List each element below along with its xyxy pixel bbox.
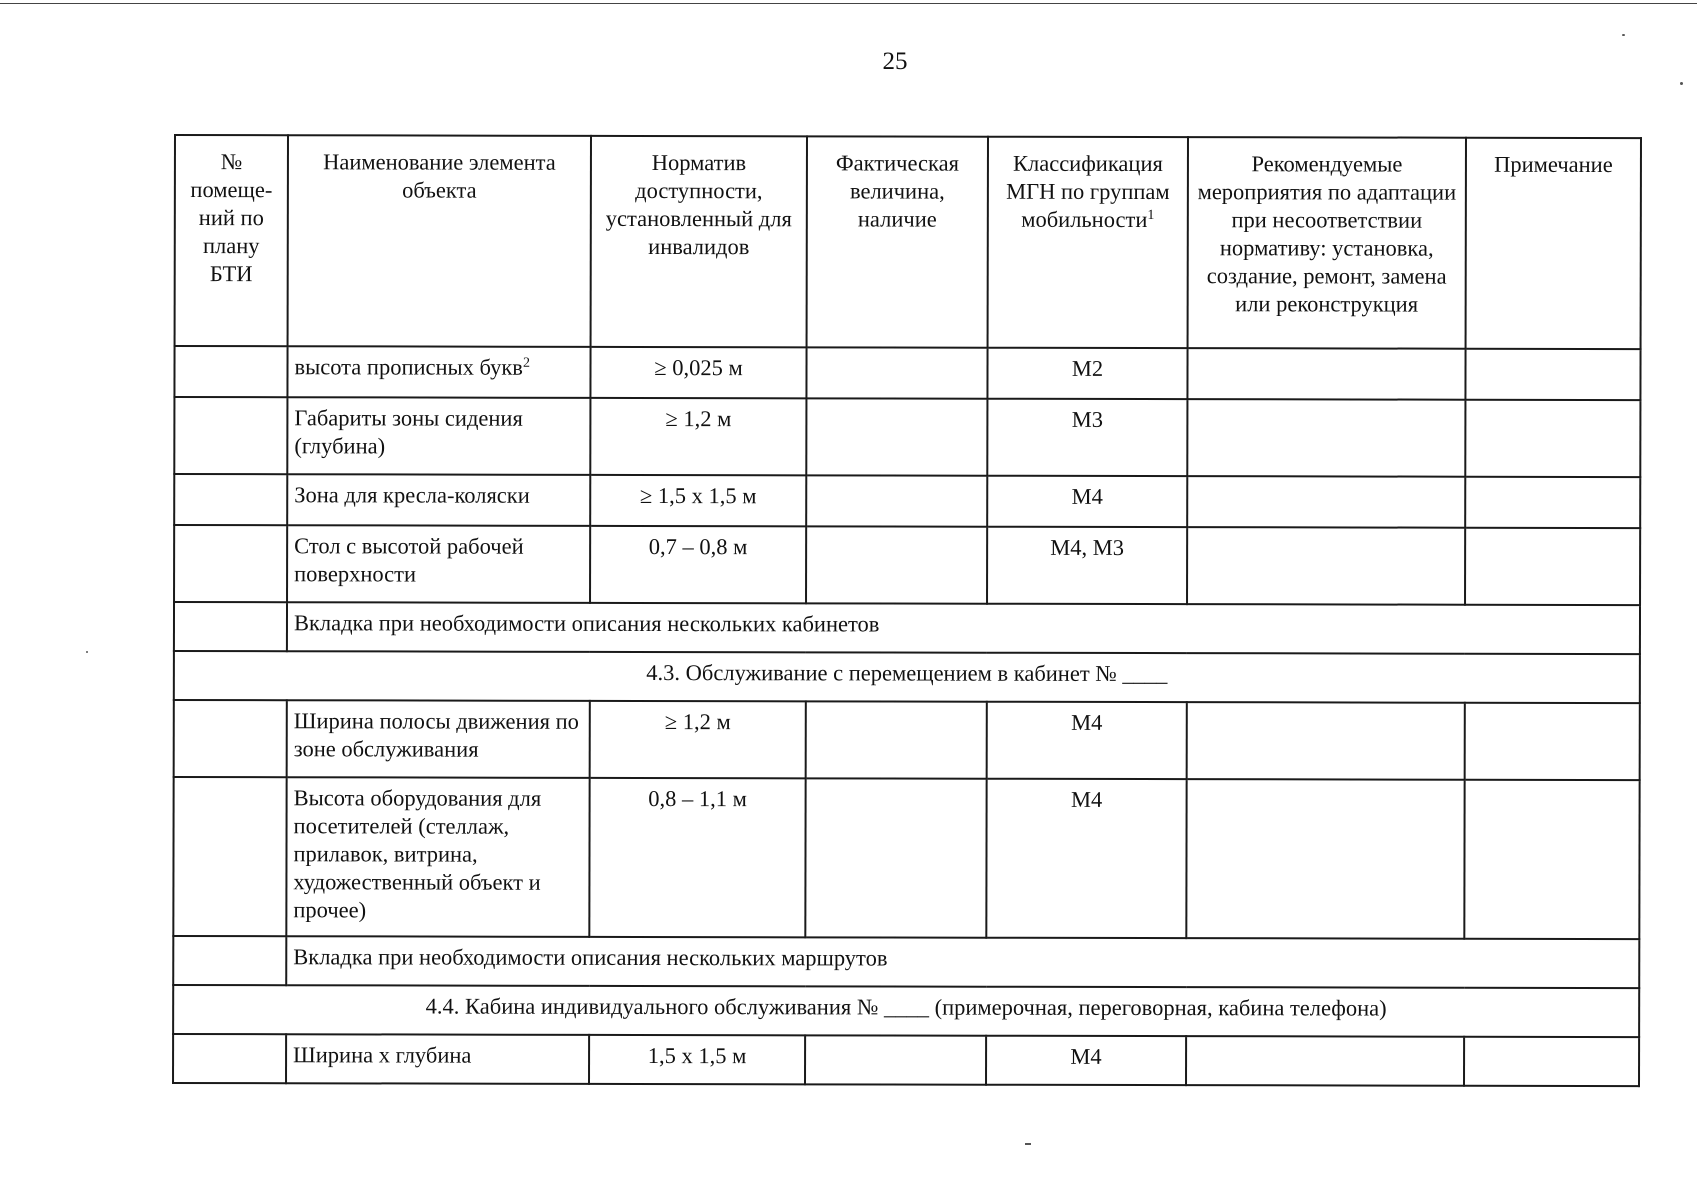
- scan-speck: [1622, 34, 1625, 36]
- cell-room-number: [174, 346, 287, 397]
- cell-room-number: [173, 777, 286, 936]
- cell-mgn: М2: [987, 348, 1187, 399]
- section-heading-4-4: 4.4. Кабина индивидуального обслуживания № ____ (примерочная, переговорная, кабина телефона): [173, 985, 1639, 1037]
- table-row: [174, 700, 1640, 780]
- cell-note: [1465, 400, 1640, 477]
- scan-speck: [1680, 82, 1683, 85]
- cell-element-name: Стол с высотой рабочей поверхности: [287, 525, 590, 603]
- cell-norm: ≥ 1,2 м: [590, 701, 806, 778]
- cell-actual: [806, 701, 987, 778]
- section-row: [173, 985, 1639, 1037]
- cell-measures: [1187, 476, 1465, 528]
- cell-note: [1465, 477, 1640, 528]
- cell-element-name: Ширина х глубина: [286, 1034, 589, 1084]
- cell-measures: [1187, 702, 1465, 780]
- header-element-name: Наименование элемента объекта: [288, 135, 591, 347]
- table-row: [174, 346, 1640, 400]
- accessibility-table-container: [172, 134, 1640, 1087]
- element-name-text: высота прописных букв: [294, 354, 523, 380]
- tab-row-cabinets-text: Вкладка при необходимости описания нескольких кабинетов: [287, 602, 1640, 654]
- cell-actual: [806, 347, 987, 398]
- footnote-mark: 1: [1147, 208, 1155, 224]
- cell-mgn: М4: [987, 476, 1187, 527]
- cell-room-number: [174, 397, 287, 474]
- cell-actual: [806, 526, 987, 603]
- cell-norm: 1,5 х 1,5 м: [589, 1035, 805, 1084]
- header-actual-value: Фактическая величина, наличие: [807, 136, 988, 347]
- cell-measures: [1186, 779, 1464, 939]
- footnote-mark: 2: [522, 355, 530, 371]
- cell-element-name: Габариты зоны сидения (глубина): [287, 397, 590, 475]
- scan-speck: [1025, 1143, 1031, 1145]
- header-recommended-measures: Рекомендуемые мероприятия по адаптации при несоответствии нормативу: установка, создание, ремонт, замена или реконструкция: [1188, 137, 1466, 349]
- page-number: 25: [882, 48, 908, 75]
- cell-actual: [806, 398, 987, 475]
- section-row: [174, 651, 1640, 703]
- table-header-row: [175, 135, 1641, 349]
- cell-room-number: [173, 1034, 286, 1083]
- cell-room-number: [174, 525, 287, 602]
- cell-note: [1464, 1037, 1639, 1086]
- cell-measures: [1187, 527, 1465, 605]
- top-rule: [0, 3, 1697, 4]
- header-note: Примечание: [1466, 138, 1641, 349]
- cell-element-name: [287, 346, 590, 398]
- tab-row: [174, 602, 1640, 654]
- cell-mgn: М4, М3: [987, 527, 1187, 604]
- cell-mgn: М4: [986, 779, 1186, 938]
- cell-measures: [1186, 1036, 1464, 1086]
- table-row: [174, 525, 1640, 605]
- table-row: [174, 474, 1640, 528]
- table-row: [173, 1034, 1639, 1086]
- tab-row-routes-text: Вкладка при необходимости описания нескольких маршрутов: [286, 936, 1639, 988]
- header-room-number: № помеще-ний по плану БТИ: [175, 135, 288, 346]
- cell-room-number: [174, 700, 287, 777]
- cell-norm: 0,8 – 1,1 м: [589, 778, 805, 937]
- cell-element-name: Ширина полосы движения по зоне обслуживания: [287, 700, 590, 778]
- cell-norm: 0,7 – 0,8 м: [590, 526, 806, 603]
- header-mgn-classification: [988, 137, 1188, 348]
- cell-room-number: [174, 474, 287, 525]
- accessibility-table: [172, 134, 1642, 1087]
- cell-mgn: М4: [986, 1036, 1186, 1085]
- cell-note: [1465, 528, 1640, 605]
- header-norm: Норматив доступности, установленный для инвалидов: [591, 136, 807, 347]
- cell-room-number: [173, 936, 286, 985]
- cell-actual: [806, 475, 987, 526]
- cell-note: [1465, 703, 1640, 780]
- cell-mgn: М3: [987, 399, 1187, 476]
- cell-element-name: Высота оборудования для посетителей (стеллаж, прилавок, витрина, художественный объект и прочее): [286, 777, 589, 937]
- cell-measures: [1187, 348, 1465, 400]
- cell-norm: ≥ 1,5 х 1,5 м: [590, 475, 806, 526]
- section-heading-4-3: 4.3. Обслуживание с перемещением в кабинет № ____: [174, 651, 1640, 703]
- cell-actual: [805, 778, 986, 937]
- header-mgn-text: Классификация МГН по группам мобильности: [1006, 150, 1170, 233]
- cell-room-number: [174, 602, 287, 651]
- cell-mgn: М4: [987, 702, 1187, 779]
- tab-row: [173, 936, 1639, 988]
- cell-element-name: Зона для кресла-коляски: [287, 474, 590, 526]
- cell-actual: [805, 1035, 986, 1084]
- cell-note: [1465, 349, 1640, 400]
- cell-norm: ≥ 0,025 м: [590, 347, 806, 398]
- cell-norm: ≥ 1,2 м: [590, 398, 806, 475]
- table-row: [174, 397, 1640, 477]
- table-row: [173, 777, 1639, 939]
- cell-measures: [1187, 399, 1465, 477]
- scan-speck: [86, 651, 88, 653]
- cell-note: [1464, 780, 1639, 939]
